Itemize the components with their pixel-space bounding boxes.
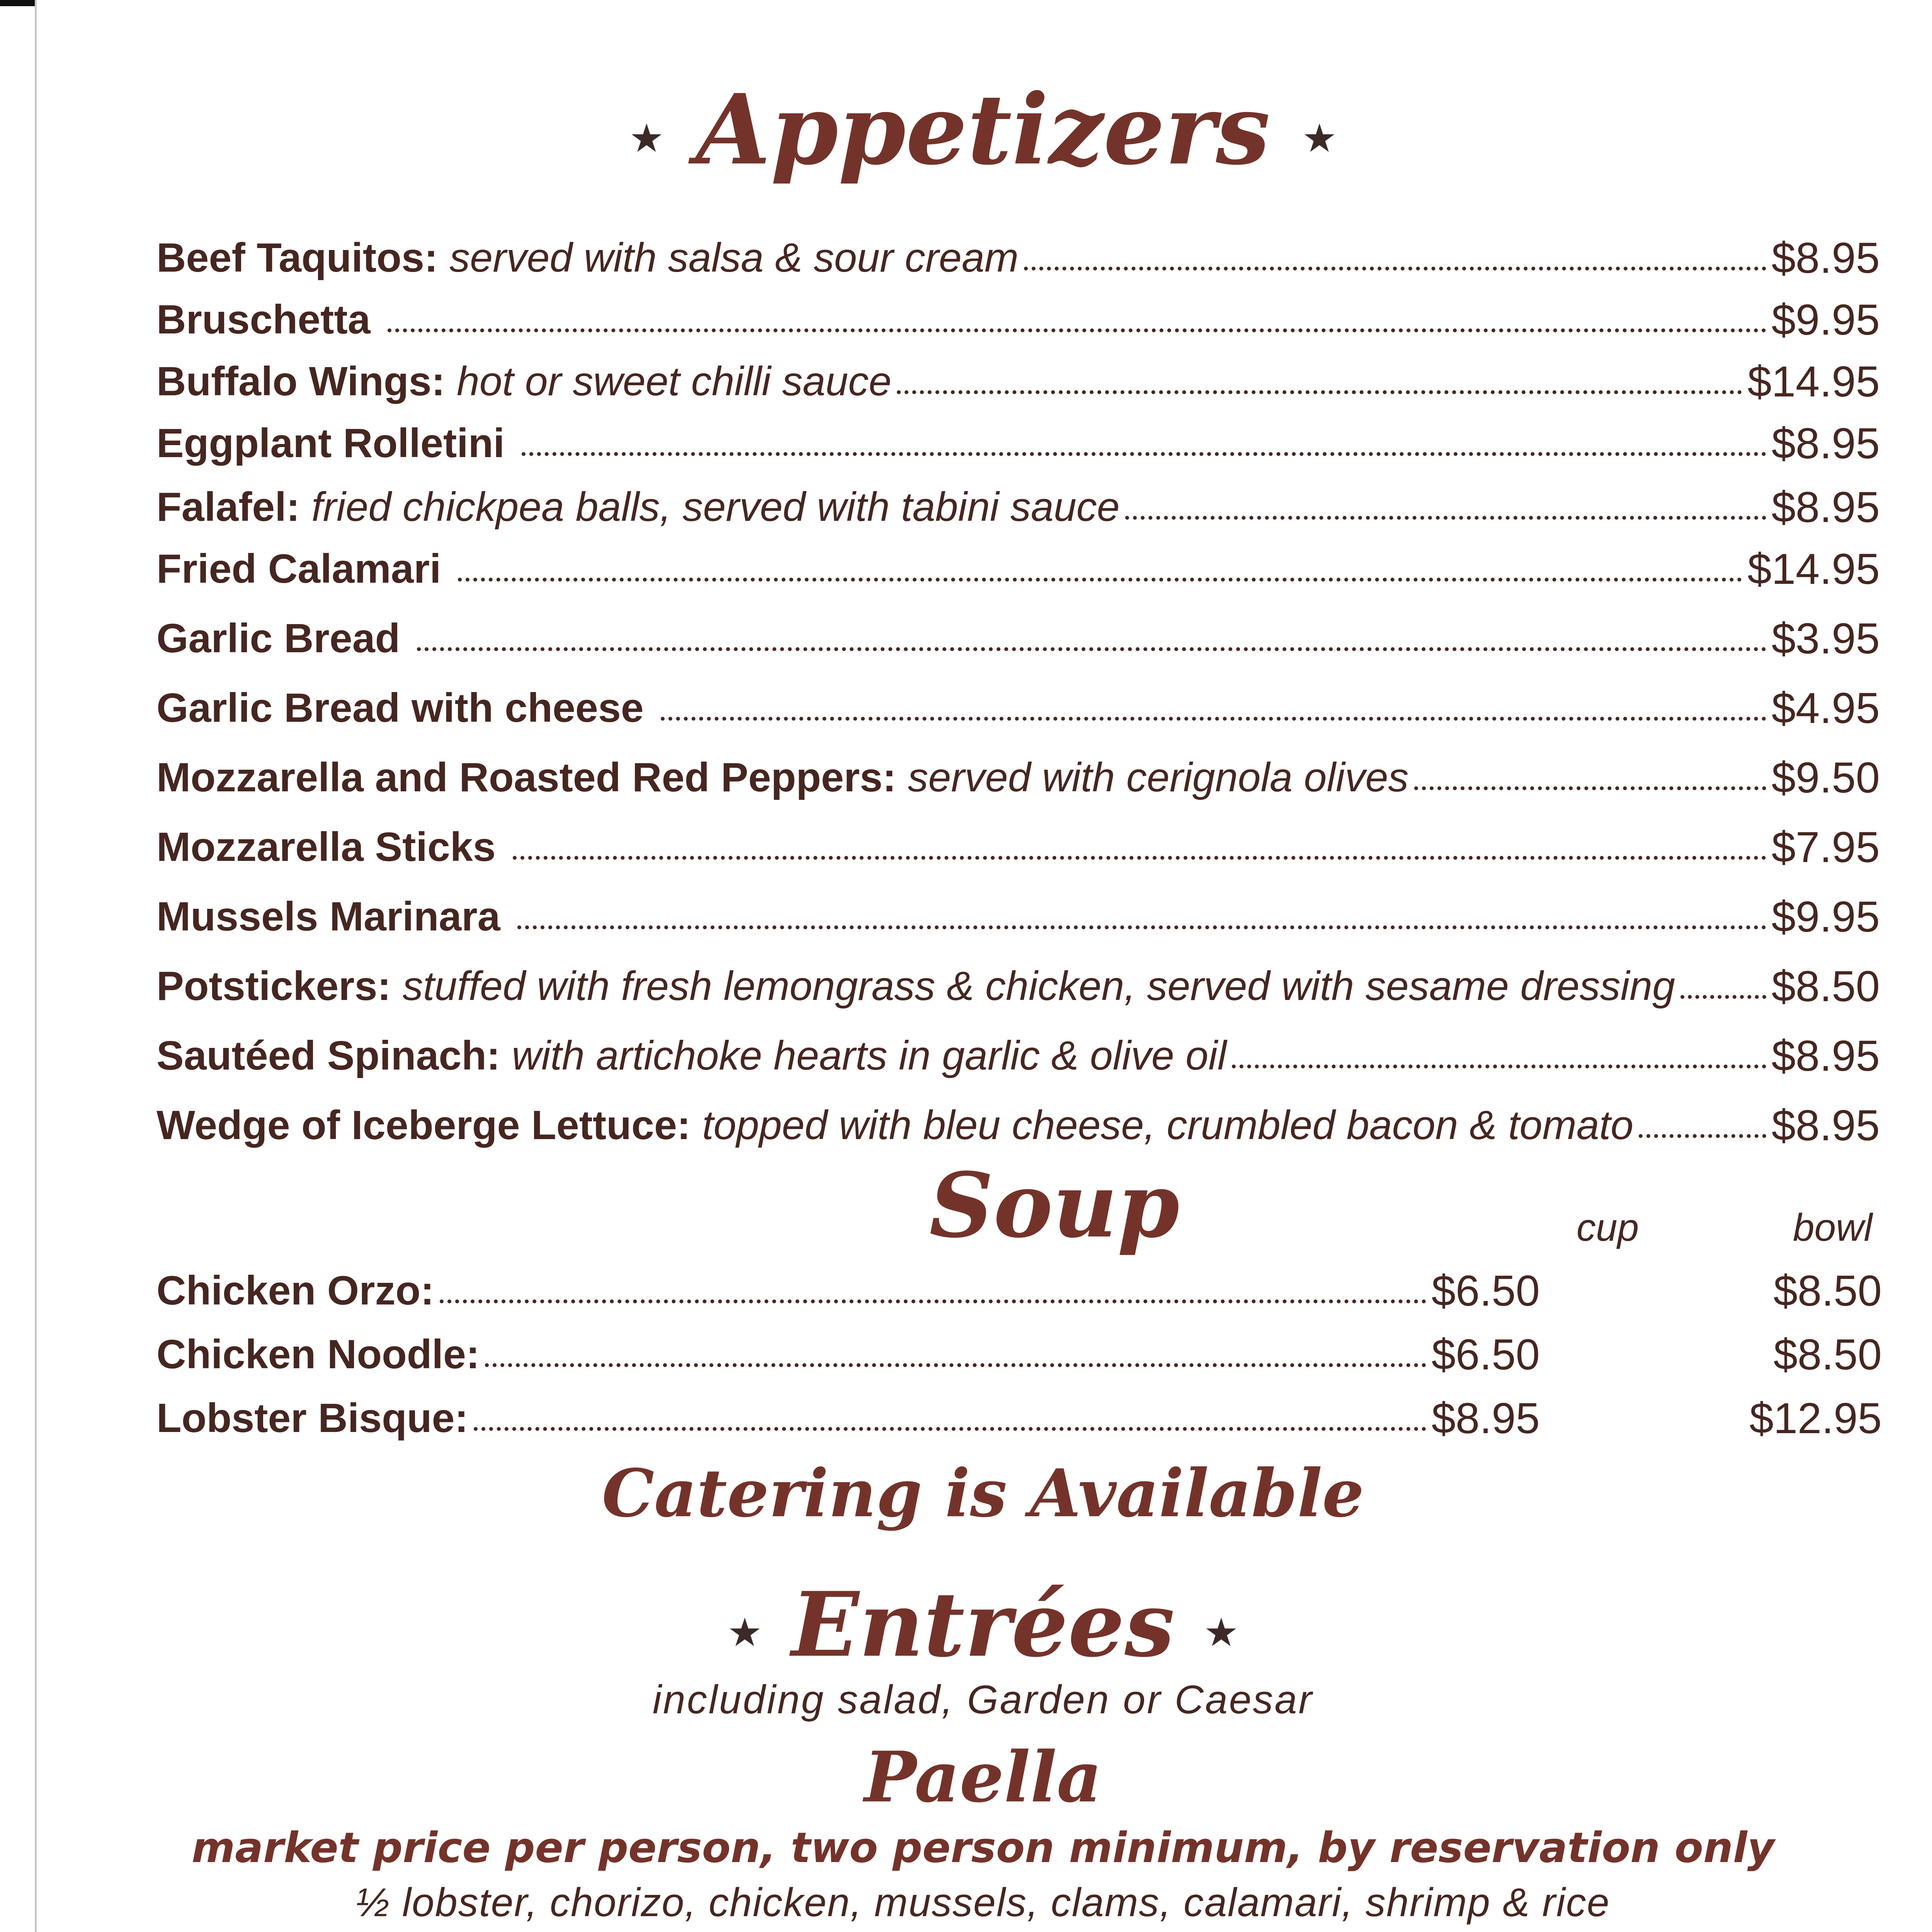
menu-item: [156, 818, 1880, 876]
appetizers-title: Appetizers: [696, 73, 1270, 186]
menu-item: [156, 291, 1880, 349]
soup-item: [156, 1325, 1540, 1383]
dot-leader: [417, 647, 1766, 651]
menu-item: [156, 957, 1880, 1015]
cup-price: $6.50: [1431, 1266, 1540, 1315]
item-name: Eggplant Rolletini: [156, 420, 505, 466]
menu-item: [156, 748, 1880, 806]
item-price: $8.95: [1771, 483, 1880, 531]
menu-item: [156, 540, 1880, 598]
entrees-subtitle: including salad, Garden or Caesar: [652, 1677, 1314, 1722]
item-price: $7.95: [1771, 823, 1880, 871]
dot-leader: [522, 452, 1766, 456]
item-name: Falafel:: [156, 484, 300, 530]
menu-item: [156, 478, 1880, 536]
menu-item: [156, 352, 1880, 410]
menu-item: [156, 888, 1880, 946]
item-description: hot or sweet chilli sauce: [456, 358, 892, 404]
star-icon: ★: [631, 118, 662, 159]
item-price: $9.50: [1771, 753, 1880, 802]
menu-item: [156, 1096, 1880, 1154]
item-price: $8.95: [1771, 1101, 1880, 1150]
dot-leader: [474, 1427, 1426, 1431]
catering-heading: Catering is Available: [602, 1455, 1364, 1532]
item-price: $8.50: [1771, 962, 1880, 1010]
dot-leader: [897, 390, 1742, 394]
dot-leader: [661, 717, 1766, 721]
item-price: $8.95: [1771, 233, 1880, 282]
menu-item: [156, 229, 1880, 287]
entrees-title: Entrées: [791, 1573, 1175, 1677]
scan-corner-mark: [0, 0, 35, 6]
item-description: served with salsa & sour cream: [449, 235, 1019, 281]
cup-column-label: cup: [1577, 1206, 1639, 1249]
item-price: $14.95: [1747, 357, 1880, 406]
paella-note: market price per person, two person minimum, by reservation only: [191, 1824, 1775, 1872]
bowl-price: $8.50: [1773, 1330, 1882, 1379]
paella-heading: Paella: [864, 1736, 1102, 1818]
bowl-price: $8.50: [1773, 1266, 1882, 1315]
item-name: Beef Taquitos:: [156, 235, 438, 281]
item-price: $14.95: [1747, 544, 1880, 593]
item-price: $3.95: [1771, 614, 1880, 663]
dot-leader: [1639, 1134, 1766, 1138]
item-name: Potstickers:: [156, 963, 391, 1009]
dot-leader: [388, 328, 1766, 332]
star-icon: ★: [1304, 118, 1335, 159]
item-description: stuffed with fresh lemongrass & chicken, served with sesame dressing: [402, 963, 1675, 1009]
menu-item: [156, 679, 1880, 737]
entrees-heading: [0, 1573, 1932, 1677]
item-name: Chicken Noodle:: [156, 1331, 480, 1377]
dot-leader: [1232, 1065, 1766, 1068]
item-name: Bruschetta: [156, 296, 371, 342]
dot-leader: [1125, 516, 1766, 520]
dot-leader: [440, 1299, 1426, 1303]
soup-heading: [0, 1153, 1932, 1258]
cup-price: $6.50: [1431, 1330, 1540, 1379]
soup-title: Soup: [929, 1153, 1180, 1258]
dot-leader: [1024, 267, 1766, 270]
item-price: $8.95: [1771, 1031, 1880, 1080]
item-description: fried chickpea balls, served with tabini sauce: [311, 484, 1120, 530]
item-description: with artichoke hearts in garlic & olive oil: [512, 1032, 1227, 1078]
item-name: Buffalo Wings:: [156, 358, 445, 404]
item-price: $4.95: [1771, 684, 1880, 732]
dot-leader: [517, 925, 1766, 929]
menu-item: [156, 609, 1880, 667]
item-name: Lobster Bisque:: [156, 1395, 468, 1441]
menu-item: [156, 1027, 1880, 1085]
item-price: $9.95: [1771, 892, 1880, 941]
dot-leader: [458, 578, 1742, 582]
dot-leader: [485, 1363, 1426, 1367]
soup-item: [156, 1262, 1540, 1320]
item-name: Garlic Bread with cheese: [156, 685, 644, 731]
appetizers-heading: [0, 73, 1932, 186]
paella-ingredients: ½ lobster, chorizo, chicken, mussels, clams, calamari, shrimp & rice: [356, 1880, 1610, 1925]
star-icon: ★: [1206, 1612, 1237, 1653]
item-price: $8.95: [1771, 419, 1880, 468]
dot-leader: [1680, 995, 1766, 999]
item-name: Garlic Bread: [156, 615, 400, 661]
star-icon: ★: [729, 1612, 760, 1653]
item-description: served with cerignola olives: [908, 754, 1409, 800]
bowl-price: $12.95: [1749, 1394, 1882, 1442]
item-name: Chicken Orzo:: [156, 1267, 434, 1313]
item-name: Mozzarella Sticks: [156, 824, 496, 870]
item-price: $9.95: [1771, 295, 1880, 344]
bowl-column-label: bowl: [1793, 1206, 1872, 1249]
cup-price: $8.95: [1431, 1394, 1540, 1442]
item-name: Mussels Marinara: [156, 893, 500, 939]
dot-leader: [1414, 786, 1766, 790]
item-name: Mozzarella and Roasted Red Peppers:: [156, 754, 896, 800]
soup-item: [156, 1389, 1540, 1447]
item-description: topped with bleu cheese, crumbled bacon & tomato: [702, 1102, 1634, 1148]
menu-item: [156, 414, 1880, 472]
item-name: Wedge of Iceberge Lettuce:: [156, 1102, 691, 1148]
dot-leader: [513, 856, 1766, 860]
item-name: Sautéed Spinach:: [156, 1032, 500, 1078]
item-name: Fried Calamari: [156, 546, 441, 592]
